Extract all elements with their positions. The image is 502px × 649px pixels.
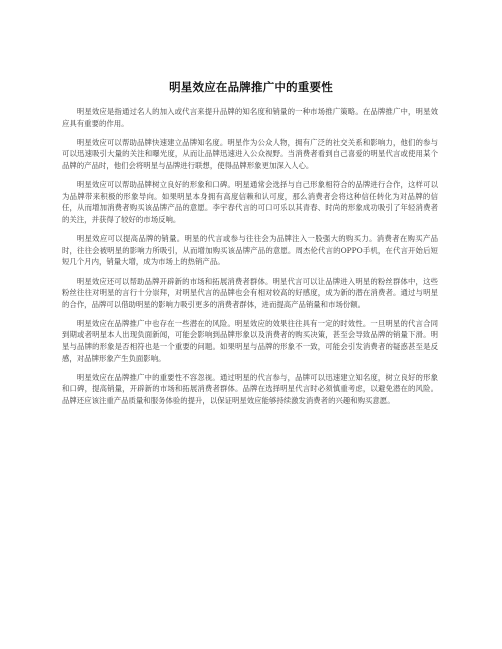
paragraph-2: 明星效应可以帮助品牌快速建立品牌知名度。明星作为公众人物，拥有广泛的社交关系和影响力，他们的参与可以迅速吸引大量的关注和曝光度，从而让品牌迅速进入公众视野。当消费者看到自己喜爱的明星代言或使用某个品牌的产品时，他们会将明星与品牌进行联想，使得品牌形象更加深入人心。 xyxy=(62,137,438,170)
paragraph-3: 明星效应可以帮助品牌树立良好的形象和口碑。明星通常会选择与自己形象相符合的品牌进行合作，这样可以为品牌带来积极的形象导向。如果明星本身拥有高度信赖和认可度，那么消费者会将这种信任转化为对品牌的信任，从而增加消费者购买该品牌产品的意愿。李宇春代言的可口可乐以其青春、时尚的形象成功吸引了年轻消费者的关注，并获得了较好的市场反响。 xyxy=(62,180,438,224)
paragraph-1: 明星效应是指通过名人的加入或代言来提升品牌的知名度和销量的一种市场推广策略。在品牌推广中，明星效应具有重要的作用。 xyxy=(62,107,438,128)
document-body xyxy=(62,106,438,414)
document-title: 明星效应在品牌推广中的重要性 xyxy=(169,80,333,94)
paragraph-5: 明星效应还可以帮助品牌开辟新的市场和拓展消费者群体。明星代言可以让品牌进入明星的粉丝群体中，这些粉丝往往对明星的言行十分崇拜，对明星代言的品牌也会有相对较高的好感度，成为新的潜在消费者。通过与明星的合作，品牌可以借助明星的影响力吸引更多的消费者群体，进而提高产品销量和市场份额。 xyxy=(62,276,438,309)
paragraph-7: 明星效应在品牌推广中的重要性不容忽视。通过明星的代言参与，品牌可以迅速建立知名度，树立良好的形象和口碑，提高销量，开辟新的市场和拓展消费者群体。品牌在选择明星代言时必须慎重考虑，以避免潜在的风险。品牌还应该注重产品质量和服务体验的提升，以保证明星效应能够持续激发消费者的兴趣和购买意愿。 xyxy=(62,372,438,406)
paragraph-6: 明星效应在品牌推广中也存在一些潜在的风险。明星效应的效果往往具有一定的时效性。一旦明星的代言合同到期或者明星本人出现负面新闻，可能会影响到品牌形象以及消费者的购买决策，甚至会导致品牌的销量下滑。明星与品牌的形象是否相符也是一个重要的问题。如果明星与品牌的形象不一致，可能会引发消费者的疑惑甚至是反感，对品牌形象产生负面影响。 xyxy=(62,318,438,363)
paragraph-4: 明星效应可以提高品牌的销量。明星的代言或参与往往会为品牌注入一股强大的购买力。消费者在购买产品时，往往会被明星的影响力所吸引，从而增加购买该品牌产品的意愿。周杰伦代言的OPPO手机，在代言开始后短短几个月内，销量大增，成为市场上的热销产品。 xyxy=(62,234,438,267)
